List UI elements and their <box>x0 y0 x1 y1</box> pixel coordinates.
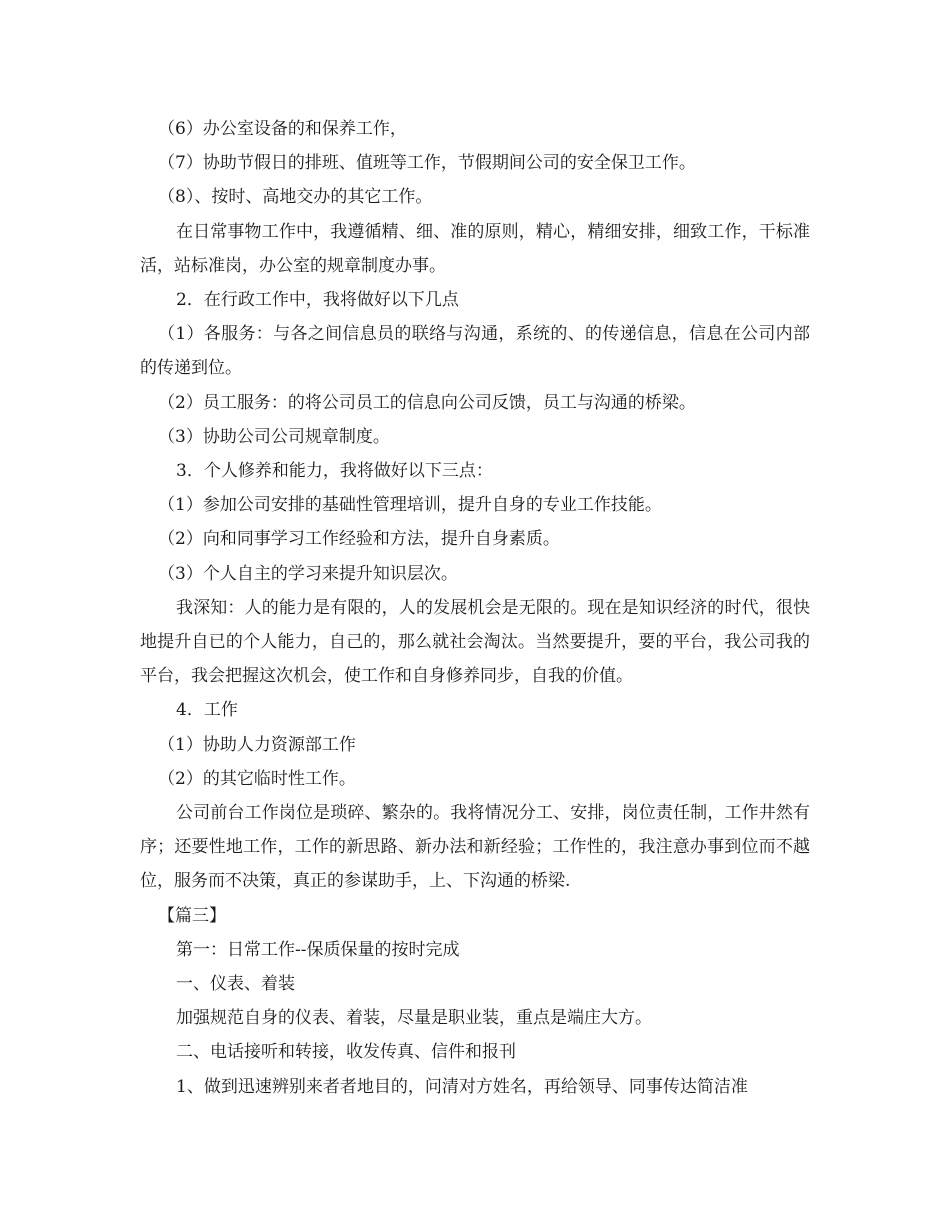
list-item: （7）协助节假日的排班、值班等工作，节假期间公司的安全保卫工作。 <box>158 153 696 174</box>
section-heading: 4．工作 <box>176 700 238 721</box>
list-item: （8）、按时、高地交办的其它工作。 <box>158 187 433 208</box>
list-item: （1）参加公司安排的基础性管理培训，提升自身的专业工作技能。 <box>158 495 662 516</box>
paragraph: 公司前台工作岗位是琐碎、繁杂的。我将情况分工、安排，岗位责任制，工作井然有序；还要性地工作，工作的新思路、新办法和新经验；工作性的，我注意办事到位而不越位，服务而不决策，真正的参谋助手，上、下沟通的桥梁. <box>140 803 810 892</box>
list-item: （2）员工服务：的将公司员工的信息向公司反馈，员工与沟通的桥梁。 <box>158 392 696 413</box>
document-body <box>140 112 810 1104</box>
paragraph: 在日常事物工作中，我遵循精、细、准的原则，精心，精细安排，细致工作，干标准活，站标准岗，办公室的规章制度办事。 <box>140 221 810 276</box>
list-item: （1）各服务：与各之间信息员的联络与沟通，系统的、的传递信息，信息在公司内部的传递到位。 <box>140 324 810 379</box>
paragraph: 我深知：人的能力是有限的，人的发展机会是无限的。现在是知识经济的时代，很快地提升自已的个人能力，自己的，那么就社会淘汰。当然要提升，要的平台，我公司我的平台，我会把握这次机会，使工作和自身修养同步，自我的价值。 <box>140 597 810 687</box>
list-item: （2）的其它临时性工作。 <box>158 768 356 789</box>
paragraph: 加强规范自身的仪表、着装，尽量是职业装，重点是端庄大方。 <box>176 1008 652 1029</box>
paragraph: 1、做到迅速辨别来者者地目的，问清对方姓名，再给领导、同事传达简洁准 <box>176 1076 748 1097</box>
list-item: （1）协助人力资源部工作 <box>158 734 356 755</box>
section-heading: 2．在行政工作中，我将做好以下几点 <box>176 290 459 311</box>
section-heading: 二、电话接听和转接，收发传真、信件和报刊 <box>176 1042 516 1063</box>
list-item: （3）个人自主的学习来提升知识层次。 <box>158 563 458 584</box>
list-item: （6）办公室设备的和保养工作， <box>158 119 407 139</box>
section-heading: 3．个人修养和能力，我将做好以下三点： <box>176 461 493 482</box>
list-item: （3）协助公司公司规章制度。 <box>158 426 390 447</box>
section-heading: 一、仪表、着装 <box>176 974 295 995</box>
section-heading: 第一：日常工作--保质保量的按时完成 <box>176 939 460 960</box>
chapter-heading: 【篇三】 <box>158 905 226 926</box>
list-item: （2）向和同事学习工作经验和方法，提升自身素质。 <box>158 529 560 550</box>
